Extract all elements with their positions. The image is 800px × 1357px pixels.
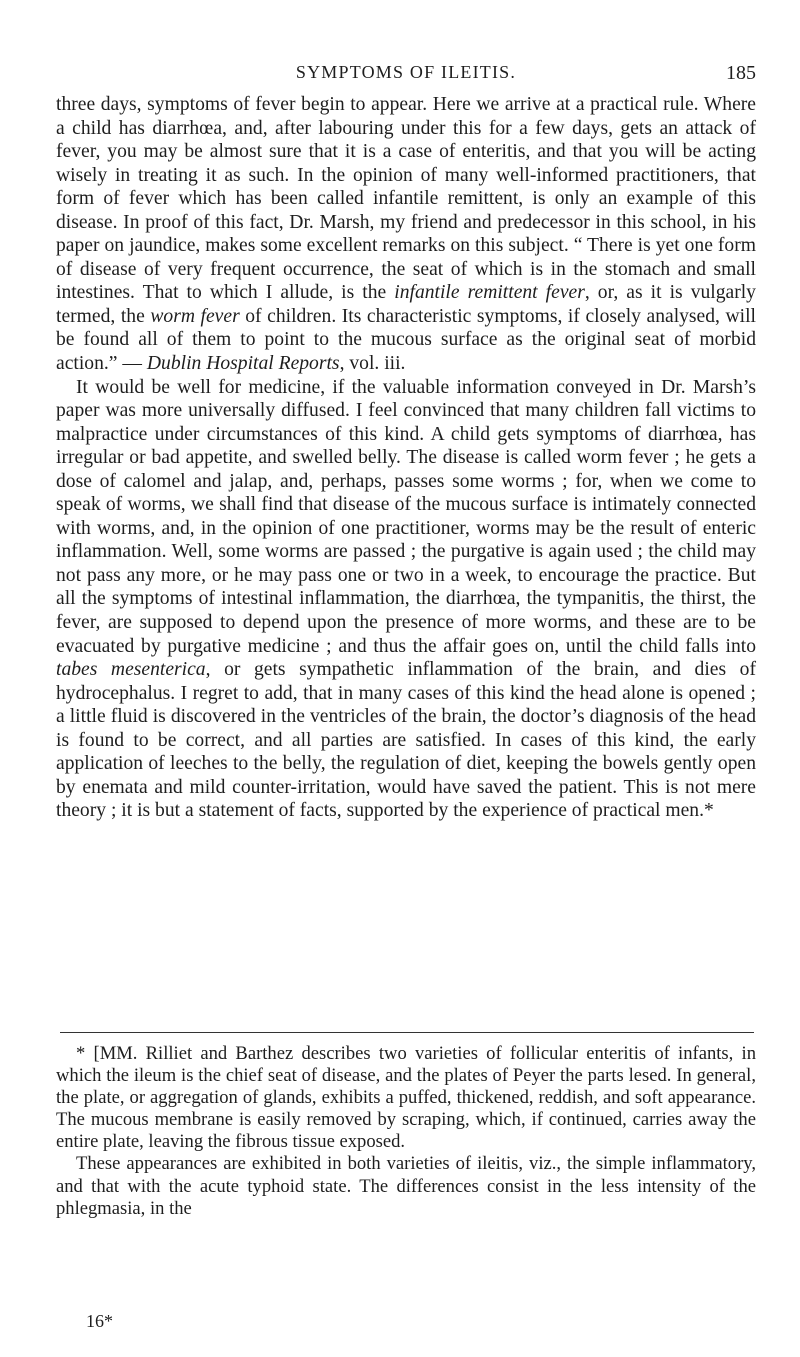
emphasis: infantile remittent fever	[394, 282, 585, 304]
text-run: , or, as it is vulgarly termed, the	[56, 282, 756, 327]
page-header	[56, 62, 756, 88]
text-run: It would be well for medicine, if the valuable information conveyed in Dr. Marsh’s paper was more universally diffused. I feel convinced that many children fall victims to malpractice under circumstances of this kind. A child gets symptoms of diarrhœa, has irregular or bad appetite, and swelled belly. The disease is called worm fever ; he gets a dose of calomel and jalap, and, perhaps, passes some worms ; for, when we come to speak of worms, we shall find that disease of the mucous surface is intimately connected with worms, and, in the opinion of one practitioner, worms may be the result of enteric inflammation. Well, some worms are passed ; the purgative is again used ; the child may not pass any more, or he may pass one or two in a week, to encourage the practice. But all the symptoms of intestinal inflammation, the diarrhœa, the tympanitis, the thirst, the fever, are supposed to depend upon the presence of more worms, and these are to be evacuated by purgative medicine ; and thus the affair goes on, until the child falls into	[56, 376, 756, 657]
body-paragraph	[56, 93, 756, 376]
footnote-paragraph: These appearances are exhibited in both varieties of ileitis, viz., the simple inflammatory, and that with the acute typhoid state. The differences consist in the less intensity of the phlegmasia, in the	[56, 1153, 756, 1219]
footnote-paragraph: * [MM. Rilliet and Barthez describes two varieties of follicular enteritis of infants, in which the ileum is the chief seat of disease, and the plates of Peyer the parts lesed. In general, the plate, or aggregation of glands, exhibits a puffed, thickened, reddish, and soft appearance. The mucous membrane is easily removed by scraping, which, if continued, carries away the entire plate, leaving the fibrous tissue exposed.	[56, 1043, 756, 1153]
footnote	[56, 1043, 756, 1220]
body-text	[56, 93, 756, 823]
text-run: of children. Its characteristic symptoms, if closely analysed, will be found all of them to point to the mucous surface as the original seat of morbid action.” —	[56, 305, 756, 375]
emphasis: worm fever	[150, 305, 240, 327]
emphasis: tabes mesenterica	[56, 659, 206, 681]
footnote-rule	[60, 1032, 754, 1033]
running-head: SYMPTOMS OF ILEITIS.	[295, 62, 517, 82]
signature-mark: 16*	[86, 1311, 113, 1331]
text-run: , vol. iii.	[339, 353, 406, 375]
citation-title: Dublin Hospital Reports	[146, 353, 340, 375]
body-paragraph	[56, 376, 756, 823]
text-run: , or gets sympathetic inflammation of the brain, and dies of hydrocephalus. I regret to add, that in many cases of this kind the head alone is opened ; a little fluid is discovered in the ventricles of the brain, the doctor’s diagnosis of the head is found to be correct, and all parties are satisfied. In cases of this kind, the early application of leeches to the belly, the regulation of diet, keeping the bowels gently open by enemata and mild counter-irritation, would have saved the patient. This is not mere theory ; it is but a statement of facts, supported by the experience of practical men.*	[56, 659, 756, 822]
page-number: 185	[726, 62, 756, 84]
text-run: three days, symptoms of fever begin to appear. Here we arrive at a practical rule. Where a child has diarrhœa, and, after labouring under this for a few days, gets an attack of fever, you may be almost sure that it is a case of enteritis, and that you will be acting wisely in treating it as such. In the opinion of many well-informed practitioners, that form of fever which has been called infantile remittent, is only an example of this disease. In proof of this fact, Dr. Marsh, my friend and predecessor in this school, in his paper on jaundice, makes some excellent remarks on this subject. “ There is yet one form of disease of very frequent occurrence, the seat of which is in the stomach and small intestines. That to which I allude, is the	[56, 94, 756, 304]
